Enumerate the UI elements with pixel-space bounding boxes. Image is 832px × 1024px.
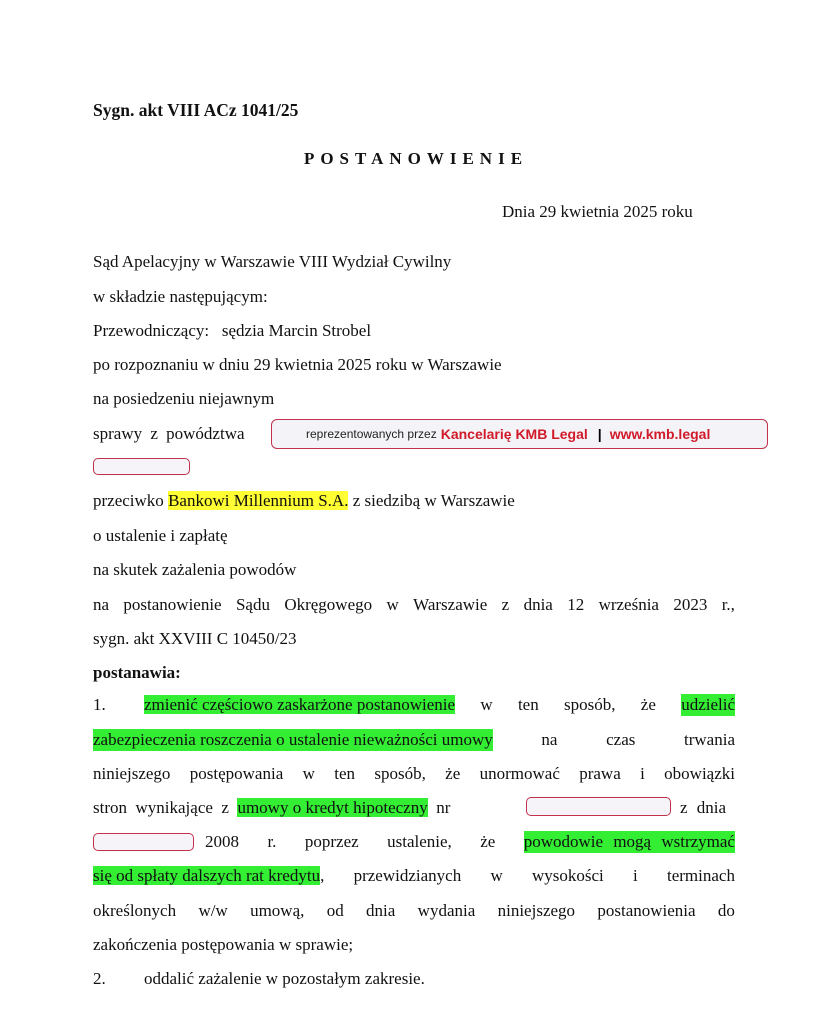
advert-banner[interactable] xyxy=(271,419,768,449)
case-word: sprawy xyxy=(93,424,143,443)
ruling-item-1-line-3: niniejszego postępowania w ten sposób, że unormować prawa i obowiązki xyxy=(93,764,735,783)
session-line: na posiedzeniu niejawnym xyxy=(93,389,275,408)
date-prefix: z dnia xyxy=(680,798,727,817)
item-1-number: 1. xyxy=(93,695,106,714)
ruling-item-1-line-7: określonych w/w umową, od dnia wydania niniejszego postanowienia do xyxy=(93,901,735,920)
highlight: udzielić xyxy=(681,695,735,714)
item-2-text: oddalić zażalenie w pozostałym zakresie. xyxy=(144,969,425,988)
hearing-line: po rozpoznaniu w dniu 29 kwietnia 2025 roku w Warszawie xyxy=(93,355,502,374)
redacted-box xyxy=(93,458,190,475)
presiding-name: sędzia Marcin Strobel xyxy=(221,321,372,340)
highlight: umowy o kredyt hipoteczny xyxy=(237,798,428,817)
defendant-line xyxy=(93,490,515,512)
defendant-seat: z siedzibą w Warszawie xyxy=(352,491,515,510)
highlight: się od spłaty dalszych rat kredytu xyxy=(93,866,321,885)
ruling-item-2 xyxy=(93,968,425,990)
case-word: powództwa xyxy=(166,424,245,443)
advert-url[interactable]: www.kmb.legal xyxy=(609,426,711,442)
against-word: przeciwko xyxy=(93,491,164,510)
case-line xyxy=(93,423,245,445)
advert-separator: | xyxy=(597,426,602,442)
subject-line: o ustalenie i zapłatę xyxy=(93,526,228,545)
ruling-item-1-line-8: zakończenia postępowania w sprawie; xyxy=(93,935,354,954)
appeal-line: na skutek zażalenia powodów xyxy=(93,560,297,579)
presiding-label: Przewodniczący: xyxy=(93,321,210,340)
highlight: powodowie mogą wstrzymać xyxy=(523,832,735,851)
court-name: Sąd Apelacyjny w Warszawie VIII Wydział Cywilny xyxy=(93,252,452,271)
highlight: zabezpieczenia roszczenia o ustalenie nieważności umowy xyxy=(93,730,493,749)
ruling-item-1-line-6: się od spłaty dalszych rat kredytu, przewidzianych w wysokości i terminach xyxy=(93,866,735,885)
highlight: zmienić częściowo zaskarżone postanowienie xyxy=(144,695,456,714)
decides-heading: postanawia: xyxy=(93,663,181,682)
ruling-item-1-line-5: 2008 r. poprzez ustalenie, że powodowie mogą wstrzymać xyxy=(205,832,735,851)
advert-firm: Kancelarię KMB Legal xyxy=(440,426,588,442)
document-title: POSTANOWIENIE xyxy=(303,149,529,168)
ruling-item-1-line-1: 1. zmienić częściowo zaskarżone postanowienie w ten sposób, że udzielić xyxy=(93,695,735,714)
ruling-item-1-line-4: stron wynikające z umowy o kredyt hipoteczny nr xyxy=(93,798,451,817)
case-signature: Sygn. akt VIII ACz 1041/25 xyxy=(93,100,299,120)
redacted-box xyxy=(93,833,194,851)
composition-line: w składzie następującym: xyxy=(93,287,268,306)
case-word: z xyxy=(150,424,158,443)
file-reference: sygn. akt XXVIII C 10450/23 xyxy=(93,629,297,648)
redacted-box xyxy=(526,797,671,816)
ruling-item-1-line-2: zabezpieczenia roszczenia o ustalenie nieważności umowy na czas trwania xyxy=(93,730,735,749)
presiding-judge-line xyxy=(93,320,371,342)
decision-line: na postanowienie Sądu Okręgowego w Warszawie z dnia 12 września 2023 r., xyxy=(93,595,735,614)
advert-prefix: reprezentowanych przez xyxy=(306,427,437,441)
item-2-number: 2. xyxy=(93,969,106,988)
defendant-name: Bankowi Millennium S.A. xyxy=(168,491,349,510)
document-date: Dnia 29 kwietnia 2025 roku xyxy=(502,202,693,221)
